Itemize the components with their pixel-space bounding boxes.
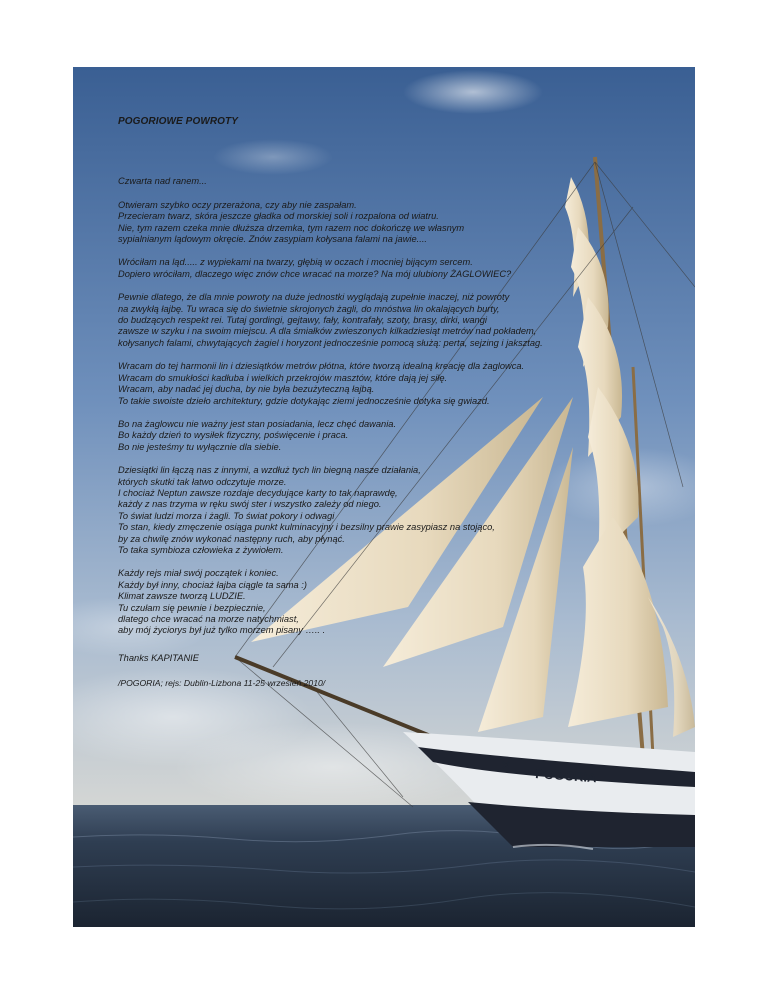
- poem-line: Wróciłam na ląd..... z wypiekami na twarzy, głębią w oczach i mocniej bijącym sercem.: [118, 257, 473, 268]
- poem-line: Każdy był inny, chociaż łajba ciągle ta sama :): [118, 579, 307, 590]
- poem-line: To świat ludzi morza i żagli. To świat pokory i odwagi: [118, 510, 335, 521]
- poem-line: Bo na żaglowcu nie ważny jest stan posiadania, lecz chęć dawania.: [118, 418, 397, 429]
- poem-line: Nie, tym razem czeka mnie dłuższa drzemka, tym razem noc dokończę we własnym: [118, 222, 465, 233]
- poem-line: każdy z nas trzyma w ręku swój ster i wszystko zależy od niego.: [118, 499, 382, 510]
- ship-name-text: POGORIA: [534, 766, 598, 786]
- poem-line: Wracam do tej harmonii lin i dziesiątków metrów płótna, które tworzą idealną kreację dla żaglowca.: [118, 361, 525, 372]
- page-title: POGORIOWE POWROTY: [118, 116, 239, 127]
- poem-paragraph: [118, 568, 598, 636]
- poem-line: Bo każdy dzień to wysiłek fizyczny, poświęcenie i praca.: [118, 430, 349, 441]
- poem-line: Bo nie jesteśmy tu wyłącznie dla siebie.: [118, 441, 282, 452]
- signature-line: Thanks KAPITANIE: [118, 652, 199, 663]
- poem-line: Tu czułam się pewnie i bezpiecznie,: [118, 602, 266, 613]
- poem-body: [118, 176, 598, 636]
- poem-line: dlatego chce wracać na morze natychmiast,: [118, 614, 299, 624]
- poem-paragraph: [118, 419, 598, 453]
- poem-line: Wracam do smukłości kadłuba i wielkich przekrojów masztów, które dają jej siłę.: [118, 372, 448, 383]
- poem-paragraph: [118, 361, 598, 407]
- voyage-route-note: /POGORIA; rejs: Dublin-Lizbona 11-25 wrzesień 2010/: [118, 678, 326, 689]
- poem-line: Wracam, aby nadać jej ducha, by nie była bezużyteczną łajbą.: [118, 384, 375, 395]
- poem-line: To stan, kiedy zmęczenie osiąga punkt kulminacyjny i bezsilny prawie zasypiasz na stojąco,: [118, 522, 495, 533]
- poem-paragraph: [118, 176, 598, 187]
- poem-line: I chociaż Neptun zawsze rozdaje decydujące karty to tak naprawdę,: [118, 487, 398, 498]
- poem-line: Przecieram twarz, skóra jeszcze gładka od morskiej soli i rozpalona od wiatru.: [118, 211, 439, 222]
- poem-paragraph: [118, 292, 598, 349]
- poem-paragraph: [118, 257, 598, 280]
- poem-line: aby mój życiorys był już tylko morzem pisany ….. .: [118, 625, 326, 636]
- poem-line: To takie swoiste dzieło architektury, gdzie dotykając ziemi jednocześnie dotyka się gwiazd.: [118, 395, 490, 406]
- poem-line: Czwarta nad ranem...: [118, 176, 207, 187]
- poem-line: Otwieram szybko oczy przerażona, czy aby nie zaspałam.: [118, 199, 357, 210]
- poem-line: na zwykłą łajbę. Tu wraca się do świetnie skrojonych żagli, do mnóstwa lin okalających burty,: [118, 303, 500, 314]
- poem-line: Dopiero wróciłam, dlaczego więc znów chce wracać na morze? Na mój ulubiony ŻAGLOWIEC?: [118, 268, 512, 279]
- poem-line: by za chwilę znów wykonać następny ruch, aby płynąć.: [118, 533, 345, 544]
- poem-line: Każdy rejs miał swój początek i koniec.: [118, 568, 279, 579]
- poem-line: kołysanych falami, chwytających żagiel i horyzont jednocześnie pomocą służą: perta, sejzing i jaksztag.: [118, 337, 543, 348]
- poem-paragraph: [118, 465, 598, 556]
- poem-line: zawsze w szyku i na swoim miejscu. A dla śmiałków zwieszonych kilkadziesiąt metrów nad pokładem,: [118, 326, 537, 337]
- poem-line: To taka symbioza człowieka z żywiołem.: [118, 544, 284, 555]
- poem-paragraph: [118, 200, 598, 246]
- poem-line: sypialnianym lądowym okręcie. Znów zasypiam kołysana falami na jawie....: [118, 234, 427, 245]
- poem-line: do budzących respekt rei. Tutaj gordingi, gejtawy, fały, kontrafały, szoty, brasy, dirki, wangi: [118, 315, 487, 326]
- poem-line: Dziesiątki lin łączą nas z innymi, a wzdłuż tych lin biegną nasze działania,: [118, 465, 421, 476]
- poem-line: Klimat zawsze tworzą LUDZIE.: [118, 591, 246, 602]
- poem-text-block: [118, 116, 598, 690]
- poem-line: których skutki tak łatwo odczytuje morze.: [118, 476, 287, 487]
- poem-line: Pewnie dlatego, że dla mnie powroty na duże jednostki wyglądają zupełnie inaczej, niż powroty: [118, 292, 510, 303]
